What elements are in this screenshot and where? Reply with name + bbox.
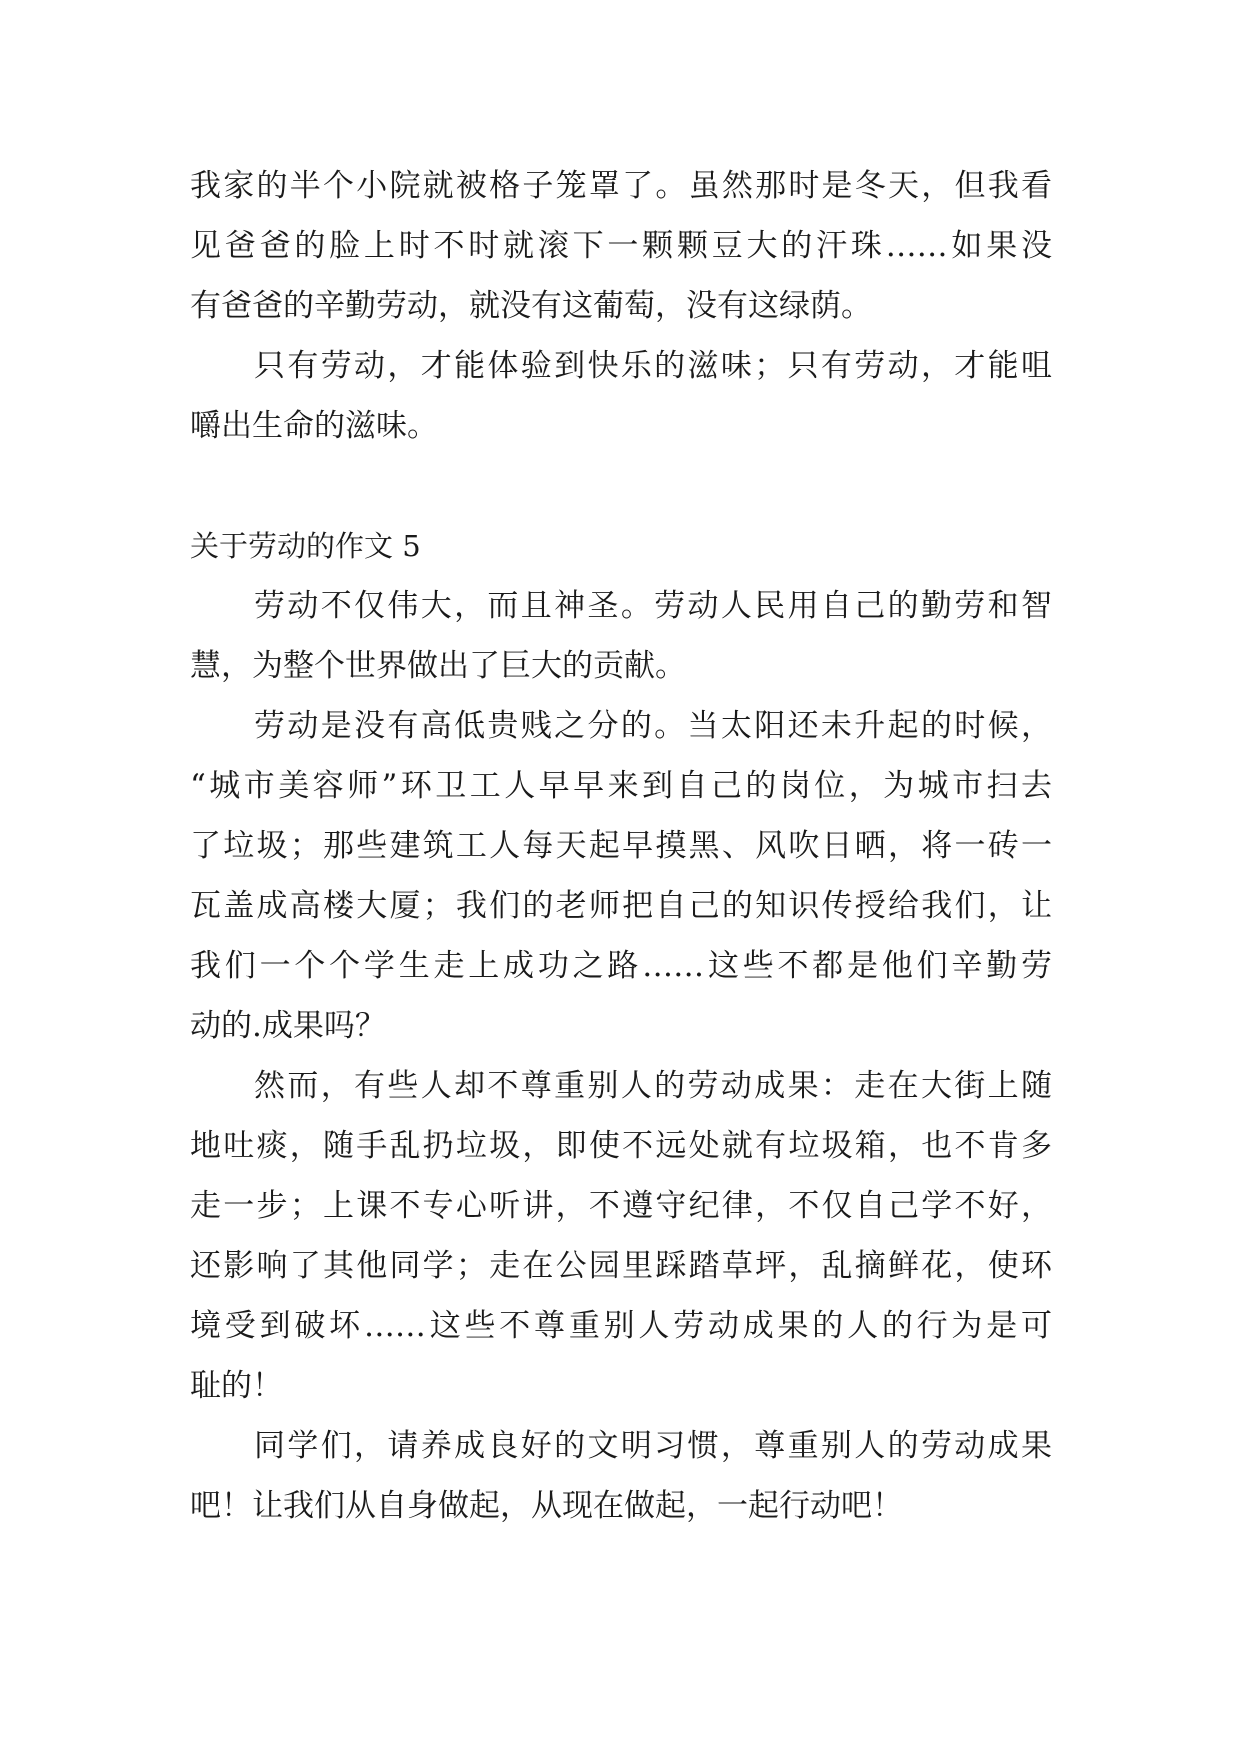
paragraph-line: 我们一个个学生走上成功之路……这些不都是他们辛勤劳 — [190, 948, 1052, 984]
paragraph-line: 瓦盖成高楼大厦；我们的老师把自己的知识传授给我们，让 — [190, 888, 1052, 924]
paragraph-line: 动的.成果吗？ — [190, 1008, 386, 1044]
paragraph-line: 只有劳动，才能体验到快乐的滋味；只有劳动，才能咀 — [254, 348, 1052, 384]
paragraph-line: 还影响了其他同学；走在公园里踩踏草坪，乱摘鲜花，使环 — [190, 1248, 1052, 1284]
paragraph-line: 了垃圾；那些建筑工人每天起早摸黑、风吹日晒，将一砖一 — [190, 828, 1052, 864]
paragraph-line: 我家的半个小院就被格子笼罩了。虽然那时是冬天，但我看 — [190, 168, 1052, 204]
paragraph-line: 慧，为整个世界做出了巨大的贡献。 — [190, 648, 686, 684]
paragraph-line: 劳动是没有高低贵贱之分的。当太阳还未升起的时候， — [254, 708, 1052, 744]
essay-text-block — [190, 156, 1052, 1536]
paragraph-line: 嚼出生命的滋味。 — [190, 408, 438, 444]
paragraph-line: 走一步；上课不专心听讲，不遵守纪律，不仅自己学不好， — [190, 1188, 1052, 1224]
paragraph-line: 劳动不仅伟大，而且神圣。劳动人民用自己的勤劳和智 — [254, 588, 1052, 624]
paragraph-line: 境受到破坏……这些不尊重别人劳动成果的人的行为是可 — [190, 1308, 1052, 1344]
paragraph-line: 吧！让我们从自身做起，从现在做起，一起行动吧！ — [190, 1488, 903, 1524]
paragraph-line: 然而，有些人却不尊重别人的劳动成果：走在大街上随 — [254, 1068, 1052, 1104]
essay-title: 关于劳动的作文 5 — [190, 529, 421, 563]
paragraph-line: 地吐痰，随手乱扔垃圾，即使不远处就有垃圾箱，也不肯多 — [190, 1128, 1052, 1164]
paragraph-line: 见爸爸的脸上时不时就滚下一颗颗豆大的汗珠……如果没 — [190, 228, 1052, 264]
paragraph-line: 耻的！ — [190, 1368, 283, 1404]
paragraph-line: 有爸爸的辛勤劳动，就没有这葡萄，没有这绿荫。 — [190, 288, 872, 324]
paragraph-line: “城市美容师”环卫工人早早来到自己的岗位，为城市扫去 — [190, 768, 1052, 804]
section-spacer — [190, 456, 1052, 516]
paragraph-line: 同学们，请养成良好的文明习惯，尊重别人的劳动成果 — [254, 1428, 1052, 1464]
